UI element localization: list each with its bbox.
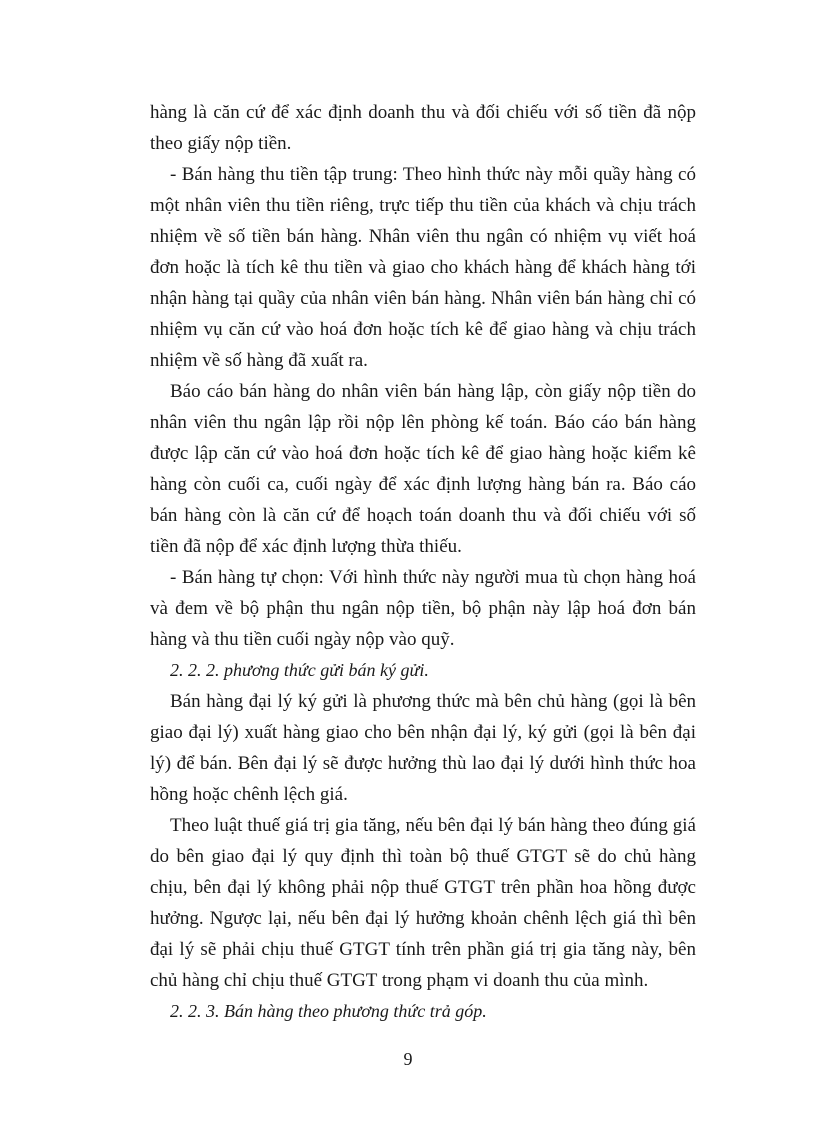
paragraph-sales-report: Báo cáo bán hàng do nhân viên bán hàng lập, còn giấy nộp tiền do nhân viên thu ngân lập rồi nộp lên phòng kế toán. Báo cáo bán hàng được lập căn cứ vào hoá đơn hoặc tích kê để giao hàng hoặc kiểm kê hàng còn cuối ca, cuối ngày để xác định lượng hàng bán ra. Báo cáo bán hàng còn là căn cứ để hoạch toán doanh thu và đối chiếu với số tiền đã nộp để xác định lượng thừa thiếu. (150, 381, 696, 557)
paragraph-vat-rules: Theo luật thuế giá trị gia tăng, nếu bên đại lý bán hàng theo đúng giá do bên giao đại lý quy định thì toàn bộ thuế GTGT sẽ do chủ hàng chịu, bên đại lý không phải nộp thuế GTGT trên phần hoa hồng được hưởng. Ngược lại, nếu bên đại lý hưởng khoản chênh lệch giá thì bên đại lý sẽ phải chịu thuế GTGT tính trên phần giá trị gia tăng này, bên chủ hàng chỉ chịu thuế GTGT trong phạm vi doanh thu của mình. (150, 815, 696, 991)
page-number: 9 (403, 1049, 413, 1069)
section-heading-consignment: 2. 2. 2. phương thức gửi bán ký gửi. (170, 660, 429, 680)
paragraph-continuation: hàng là căn cứ để xác định doanh thu và đối chiếu với số tiền đã nộp theo giấy nộp tiền. (150, 102, 696, 154)
page-body (150, 97, 696, 1027)
section-heading-installment: 2. 2. 3. Bán hàng theo phương thức trả góp. (170, 1001, 487, 1021)
paragraph-consignment-definition: Bán hàng đại lý ký gửi là phương thức mà bên chủ hàng (gọi là bên giao đại lý) xuất hàng giao cho bên nhận đại lý, ký gửi (gọi là bên đại lý) để bán. Bên đại lý sẽ được hưởng thù lao đại lý dưới hình thức hoa hồng hoặc chênh lệch giá. (150, 691, 696, 805)
paragraph-centralized-payment: - Bán hàng thu tiền tập trung: Theo hình thức này mỗi quầy hàng có một nhân viên thu tiền riêng, trực tiếp thu tiền của khách và chịu trách nhiệm về số tiền bán hàng. Nhân viên thu ngân có nhiệm vụ viết hoá đơn hoặc là tích kê thu tiền và giao cho khách hàng để khách hàng tới nhận hàng tại quầy của nhân viên bán hàng. Nhân viên bán hàng chỉ có nhiệm vụ căn cứ vào hoá đơn hoặc tích kê để giao hàng và chịu trách nhiệm về số hàng đã xuất ra. (150, 164, 696, 371)
paragraph-self-service: - Bán hàng tự chọn: Với hình thức này người mua tù chọn hàng hoá và đem về bộ phận thu ngân nộp tiền, bộ phận này lập hoá đơn bán hàng và thu tiền cuối ngày nộp vào quỹ. (150, 567, 696, 650)
